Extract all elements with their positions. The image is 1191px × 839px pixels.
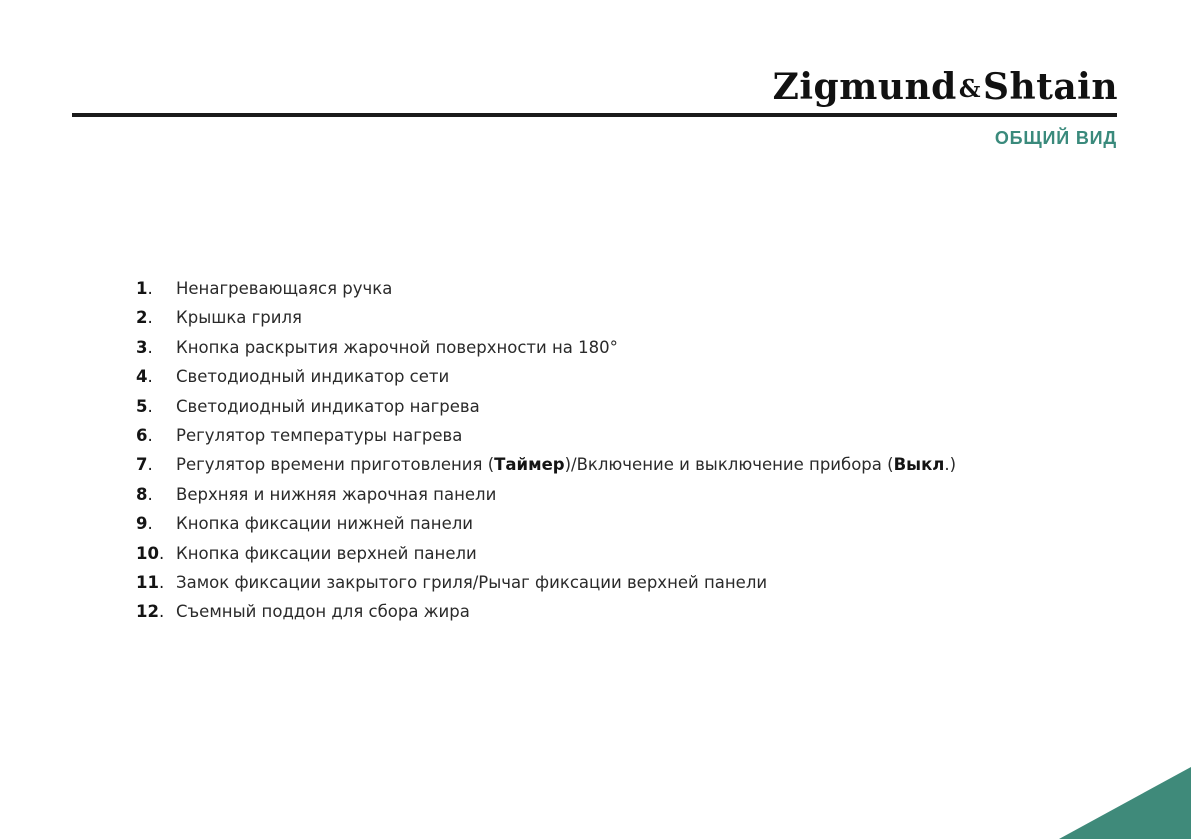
list-item — [136, 568, 956, 597]
list-item-text: Кнопка фиксации верхней панели — [176, 543, 477, 563]
list-item-text: Крышка гриля — [176, 308, 302, 328]
list-item-number: 4. — [136, 367, 153, 387]
list-item-text: Светодиодный индикатор сети — [176, 367, 450, 387]
list-item-text: Кнопка фиксации нижней панели — [176, 514, 473, 534]
list-item — [136, 392, 956, 421]
brand-name-left: Zigmund — [772, 66, 957, 108]
list-item-text: Светодиодный индикатор нагрева — [176, 396, 480, 416]
list-item-text: Кнопка раскрытия жарочной поверхности на 180° — [176, 337, 618, 357]
list-item-number: 8. — [136, 484, 153, 504]
list-item-text: Замок фиксации закрытого гриля/Рычаг фиксации верхней панели — [176, 572, 768, 592]
text-segment: )/Включение и выключение прибора ( — [564, 455, 894, 475]
list-item — [136, 597, 956, 626]
text-segment: .) — [944, 455, 957, 475]
list-item-number: 3. — [136, 337, 153, 357]
list-item — [136, 509, 956, 538]
list-item — [136, 303, 956, 332]
bold-term: Таймер — [494, 455, 565, 475]
list-item-text: Съемный поддон для сбора жира — [176, 602, 470, 622]
list-item-number: 1. — [136, 279, 153, 298]
list-item — [136, 274, 956, 303]
list-item-number: 7. — [136, 455, 153, 475]
list-item-number: 10. — [136, 543, 165, 563]
list-item-text: Верхняя и нижняя жарочная панели — [176, 484, 497, 504]
bold-term: Выкл — [893, 455, 945, 475]
list-item-text: Ненагревающаяся ручка — [176, 279, 393, 298]
header-divider — [72, 113, 1117, 117]
list-item-number: 5. — [136, 396, 153, 416]
list-item-number: 12. — [136, 602, 165, 622]
text-segment: Регулятор времени приготовления ( — [176, 455, 495, 475]
list-item — [136, 539, 956, 568]
corner-decoration — [1059, 767, 1191, 839]
brand-name-right: Shtain — [983, 66, 1118, 108]
list-item — [136, 421, 956, 450]
list-item — [136, 333, 956, 362]
list-item — [136, 480, 956, 509]
brand-logo — [773, 64, 1118, 112]
list-item-text — [176, 450, 956, 479]
brand-ampersand: & — [958, 74, 982, 103]
list-item — [136, 450, 956, 479]
list-item — [136, 362, 956, 391]
list-item-number: 9. — [136, 514, 153, 534]
parts-list — [136, 274, 956, 627]
list-item-number: 6. — [136, 425, 153, 445]
list-item-number: 2. — [136, 308, 153, 328]
section-title: ОБЩИЙ ВИД — [994, 128, 1117, 148]
list-item-number: 11. — [136, 572, 165, 592]
list-item-text: Регулятор температуры нагрева — [176, 425, 463, 445]
